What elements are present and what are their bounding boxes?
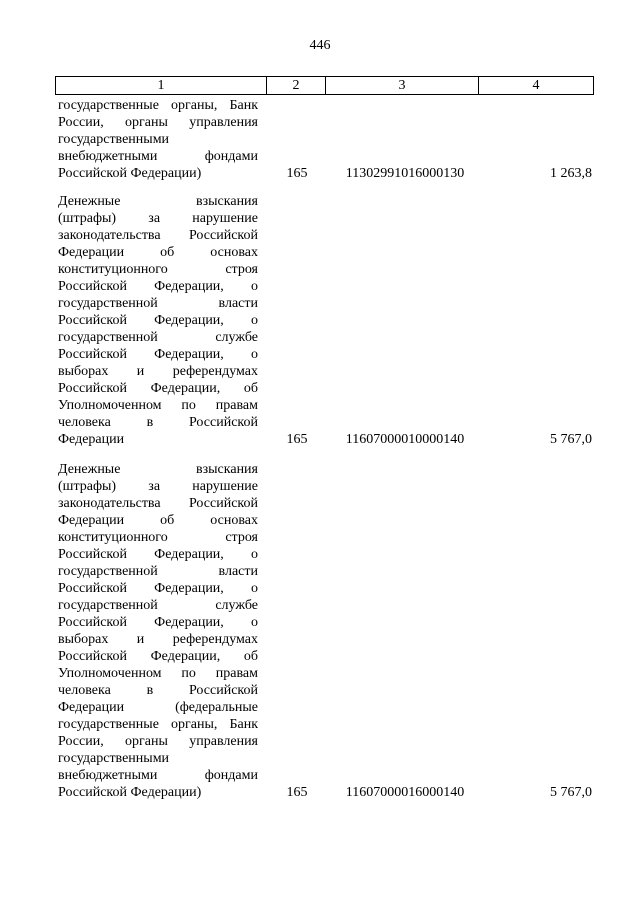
- description-line: России, органы управления: [58, 734, 258, 749]
- description-line: Уполномоченном по правам: [58, 398, 258, 413]
- description-line: внебюджетными фондами: [58, 149, 258, 164]
- description-line: Российской Федерации, о: [58, 279, 258, 294]
- row-amount: 1 263,8: [550, 166, 592, 181]
- description-line: Уполномоченном по правам: [58, 666, 258, 681]
- description-line: (штрафы) за нарушение: [58, 479, 258, 494]
- description-line: государственной службе: [58, 330, 258, 345]
- description-line: государственной службе: [58, 598, 258, 613]
- description-line: законодательства Российской: [58, 496, 258, 511]
- description-line: государственной власти: [58, 296, 258, 311]
- description-line: России, органы управления: [58, 115, 258, 130]
- row-code-admin: 165: [286, 785, 308, 800]
- row-description: [58, 97, 258, 182]
- description-line: Российской Федерации, о: [58, 347, 258, 362]
- description-line: человека в Российской: [58, 415, 258, 430]
- description-line: государственные органы, Банк: [58, 98, 258, 113]
- page-number: 446: [309, 38, 331, 53]
- description-line: Российской Федерации, об: [58, 649, 258, 664]
- row-budget-code: 11302991016000130: [345, 166, 465, 181]
- description-line: Российской Федерации, о: [58, 547, 258, 562]
- description-line: человека в Российской: [58, 683, 258, 698]
- description-line: государственные органы, Банк: [58, 717, 258, 732]
- description-line: конституционного строя: [58, 530, 258, 545]
- row-amount: 5 767,0: [550, 432, 592, 447]
- description-line: внебюджетными фондами: [58, 768, 258, 783]
- row-amount: 5 767,0: [550, 785, 592, 800]
- column-header-2: 2: [267, 77, 326, 95]
- description-line: (штрафы) за нарушение: [58, 211, 258, 226]
- row-code-admin: 165: [286, 166, 308, 181]
- description-line: государственной власти: [58, 564, 258, 579]
- description-line: выборах и референдумах: [58, 632, 258, 647]
- description-line: Федерации: [58, 432, 125, 447]
- description-line: государственными: [58, 751, 170, 766]
- column-header-3: 3: [326, 77, 479, 95]
- description-line: Российской Федерации, о: [58, 615, 258, 630]
- description-line: Российской Федерации): [58, 166, 202, 181]
- column-header-row: [56, 77, 594, 95]
- row-description: [58, 461, 258, 801]
- description-line: Федерации об основах: [58, 513, 258, 528]
- column-header-4: 4: [479, 77, 594, 95]
- description-line: Денежные взыскания: [58, 194, 258, 209]
- row-budget-code: 11607000016000140: [345, 785, 465, 800]
- description-line: Российской Федерации, о: [58, 581, 258, 596]
- description-line: законодательства Российской: [58, 228, 258, 243]
- description-line: Федерации об основах: [58, 245, 258, 260]
- row-description: [58, 193, 258, 448]
- description-line: Денежные взыскания: [58, 462, 258, 477]
- description-line: государственными: [58, 132, 170, 147]
- column-header-table: [55, 76, 594, 95]
- description-line: Российской Федерации): [58, 785, 202, 800]
- row-budget-code: 11607000010000140: [345, 432, 465, 447]
- description-line: Российской Федерации, об: [58, 381, 258, 396]
- column-header-1: 1: [56, 77, 267, 95]
- description-line: выборах и референдумах: [58, 364, 258, 379]
- description-line: конституционного строя: [58, 262, 258, 277]
- description-line: Российской Федерации, о: [58, 313, 258, 328]
- row-code-admin: 165: [286, 432, 308, 447]
- description-line: Федерации (федеральные: [58, 700, 258, 715]
